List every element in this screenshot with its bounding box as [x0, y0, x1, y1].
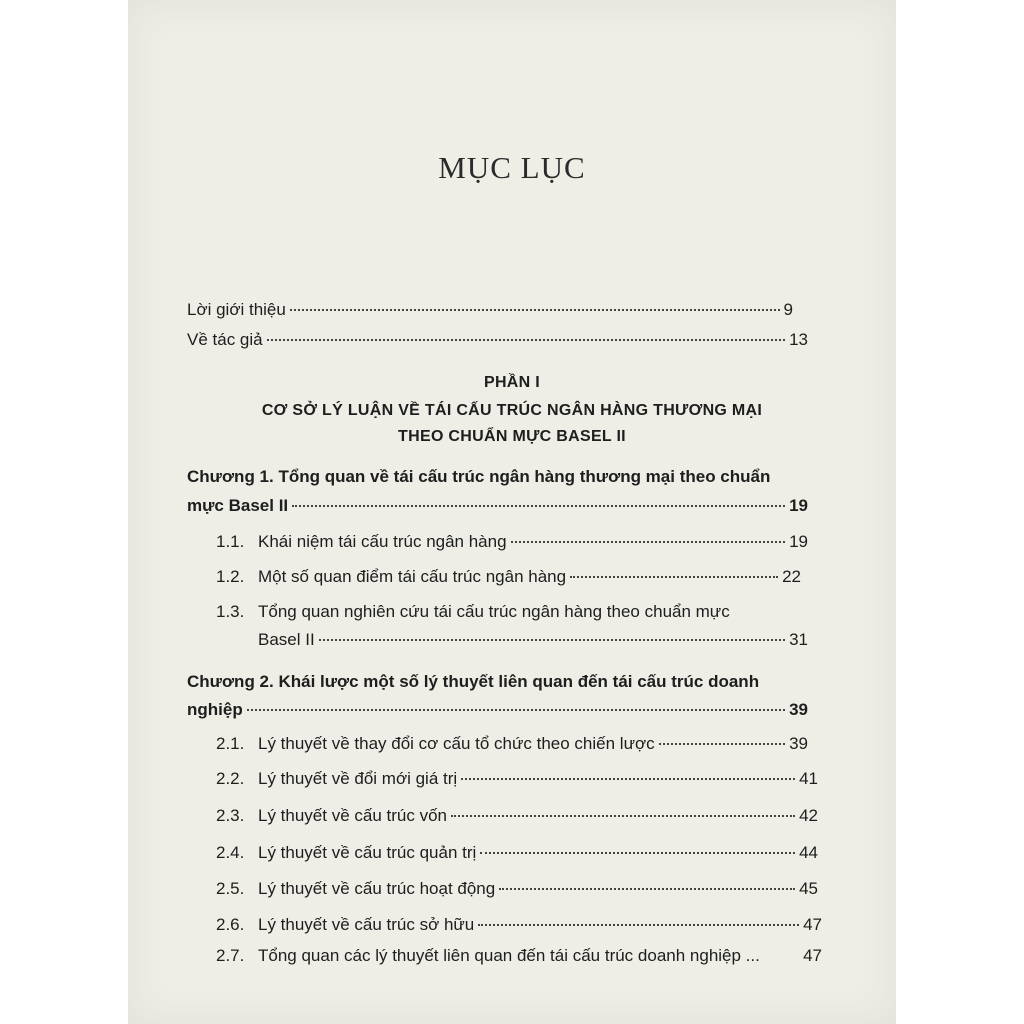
dot-leader	[292, 505, 785, 507]
section-number: 2.5.	[216, 879, 245, 898]
section-number: 1.2.	[216, 567, 245, 586]
toc-label: Lời giới thiệu	[187, 300, 286, 319]
section-number: 1.1.	[216, 532, 245, 551]
toc-entry-2-6	[216, 915, 822, 935]
toc-label: Basel II	[258, 630, 315, 649]
toc-page-number: 44	[799, 843, 818, 862]
toc-label: nghiệp	[187, 700, 243, 719]
toc-page-number: 42	[799, 806, 818, 825]
toc-entry-1-1	[216, 532, 808, 552]
toc-page-number: 39	[789, 734, 808, 753]
dot-leader	[499, 888, 795, 890]
toc-entry-chapter-1	[187, 496, 808, 516]
toc-entry-2-3	[216, 806, 818, 826]
toc-page-number: 13	[789, 330, 808, 349]
dot-leader	[461, 778, 795, 780]
section-number: 2.1.	[216, 734, 245, 753]
toc-entry-foreword	[187, 300, 793, 320]
toc-label: Lý thuyết về cấu trúc sở hữu	[258, 915, 475, 934]
dot-leader	[247, 709, 785, 711]
dot-leader	[267, 339, 785, 341]
toc-label: Khái niệm tái cấu trúc ngân hàng	[258, 532, 507, 551]
toc-page-number: 19	[789, 532, 808, 551]
dot-leader	[478, 924, 799, 926]
section-number: 2.4.	[216, 843, 245, 862]
dot-leader	[570, 576, 778, 578]
dot-leader	[451, 815, 795, 817]
section-number: 2.7.	[216, 946, 245, 965]
section-number: 1.3.	[216, 602, 245, 621]
dot-leader	[319, 639, 785, 641]
part-title-line1: CƠ SỞ LÝ LUẬN VỀ TÁI CẤU TRÚC NGÂN HÀNG THƯƠNG MẠI	[261, 402, 763, 419]
toc-entry-1-2	[216, 567, 801, 587]
toc-entry-chapter-2	[187, 700, 808, 720]
page-title: MỤC LỤC	[438, 150, 586, 185]
toc-page-number: 31	[789, 630, 808, 649]
toc-page-number: 39	[789, 700, 808, 719]
chapter-1-title-line1: Chương 1. Tổng quan về tái cấu trúc ngân hàng thương mại theo chuẩn	[187, 467, 771, 486]
toc-entry-2-1	[216, 734, 808, 754]
toc-label: Lý thuyết về cấu trúc vốn	[258, 806, 447, 825]
toc-label: Lý thuyết về thay đổi cơ cấu tổ chức theo chiến lược	[258, 734, 655, 753]
toc-page-number: 22	[782, 567, 801, 586]
dot-leader	[659, 743, 785, 745]
toc-page-number: 45	[799, 879, 818, 898]
dot-leader	[511, 541, 786, 543]
toc-label: Lý thuyết về cấu trúc quản trị	[258, 843, 477, 862]
toc-entry-1-3	[258, 630, 808, 650]
toc-label: Về tác giả	[187, 330, 263, 349]
book-page	[128, 0, 896, 1024]
section-number: 2.3.	[216, 806, 245, 825]
toc-page-number: 47	[803, 946, 822, 965]
toc-entry-about-author	[187, 330, 808, 350]
toc-label: Một số quan điểm tái cấu trúc ngân hàng	[258, 567, 567, 586]
toc-page-number: 41	[799, 769, 818, 788]
toc-page-number: 9	[783, 300, 793, 319]
toc-label: Lý thuyết về cấu trúc hoạt động	[258, 879, 496, 898]
section-number: 2.6.	[216, 915, 245, 934]
part-label: PHẦN I	[483, 374, 541, 391]
toc-page-number: 47	[803, 915, 822, 934]
toc-entry-2-2	[216, 769, 818, 789]
dot-leader	[290, 309, 780, 311]
toc-label: mực Basel II	[187, 496, 289, 515]
toc-entry-2-4	[216, 843, 818, 863]
toc-entry-2-5	[216, 879, 818, 899]
toc-page-number: 19	[789, 496, 808, 515]
part-title-line2: THEO CHUẨN MỰC BASEL II	[398, 428, 626, 445]
dot-leader	[480, 852, 795, 854]
section-number: 2.2.	[216, 769, 245, 788]
chapter-2-title-line1: Chương 2. Khái lược một số lý thuyết liên quan đến tái cấu trúc doanh	[187, 672, 760, 691]
toc-entry-1-3-line1	[216, 602, 730, 622]
toc-label: Tổng quan các lý thuyết liên quan đến tái cấu trúc doanh nghiệp ...	[258, 946, 760, 965]
toc-label: Lý thuyết về đổi mới giá trị	[258, 769, 458, 788]
toc-entry-2-7	[216, 946, 822, 966]
toc-label: Tổng quan nghiên cứu tái cấu trúc ngân hàng theo chuẩn mực	[258, 602, 730, 621]
